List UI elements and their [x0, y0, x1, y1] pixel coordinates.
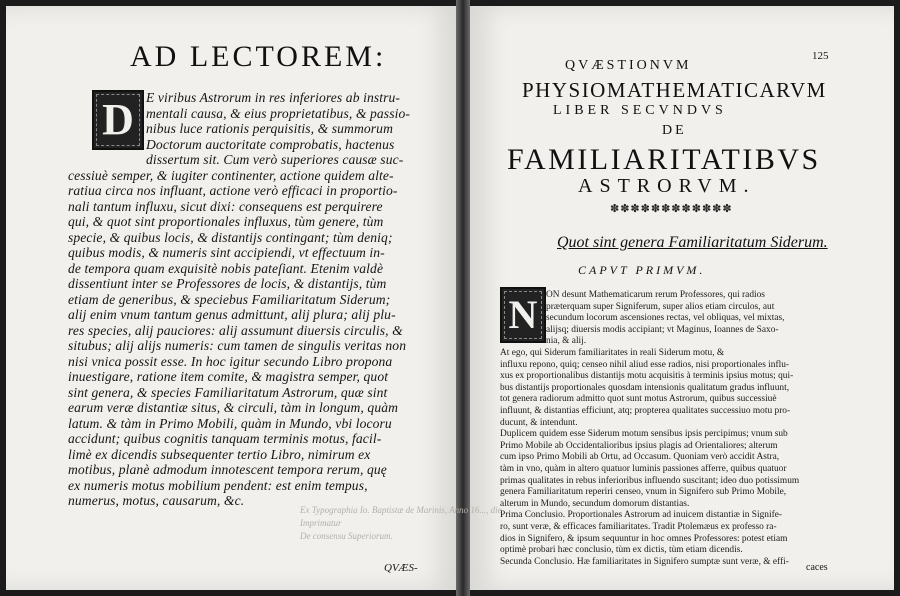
heading-line: FAMILIARITATIBVS [507, 143, 821, 176]
text-line: influunt, & distantias efficiunt, atq; propterea qualitates successiuo motu pro- [500, 406, 791, 416]
text-line: alij enim vnum tantum genus admittunt, alij plura; alij plu- [68, 307, 396, 322]
heading-line: QVÆSTIONVM [565, 58, 692, 73]
page-number: 125 [812, 50, 829, 62]
text-line: dissentiunt inter se Professores de locis, & distantijs, tùm [68, 276, 387, 291]
text-line: ON desunt Mathematicarum rerum Professores, qui radios [546, 290, 765, 300]
heading-line: ASTRORVM. [578, 175, 756, 197]
text-line: optimè probari hæc conclusio, tùm ex dictis, tùm etiam dicendis. [500, 545, 743, 556]
text-line: dios in Signifero, & ipsum sequuntur in hoc omnes Professores: potest etiam [500, 533, 788, 544]
text-line: mentali causa, & eius proprietatibus, & passio- [146, 105, 410, 121]
text-line: Doctorum auctoritate comprobatis, hactenus [146, 136, 395, 152]
text-line: dissertum sit. Cum verò superiores causæ suc- [146, 152, 404, 167]
text-line: inuestigare, ratione item comite, & magistra semper, quot [68, 369, 389, 384]
text-line: E viribus Astrorum in res inferiores ab instru- [146, 90, 401, 105]
text-line: etiam de generibus, & speciebus Familiaritatum Siderum; [68, 291, 391, 307]
text-line: cum ipso Primo Mobili ab Ortu, ad Occasum. Quoniam verò accidit Astra, [500, 452, 780, 463]
text-line: numerus, motus, causarum, &c. [68, 493, 245, 508]
text-line: Duplicem quidem esse Siderum motum sensibus ipsis percipimus; vnum sub [500, 429, 788, 440]
text-line: tàm in vno, quàm in altero quatuor luminis passiones afferre, quibus quatuor [500, 464, 787, 474]
text-line: Primo Mobile ab Occidentalioribus ipsius plagis ad Orientaliores; alterum [500, 440, 778, 451]
chapter-title: Quot sint genera Familiaritatum Siderum. [557, 234, 828, 251]
chapter-number: CAPVT PRIMVM. [578, 263, 706, 277]
left-page-title: AD LECTOREM: [130, 40, 387, 73]
text-line: nali tantum influxu, sicut dixi: consequens est perquirere [68, 198, 383, 214]
heading-line: PHYSIOMATHEMATICARVM [522, 78, 827, 102]
text-line: bus distantijs proportionales quosdam intensionis qualitatum gradus influunt, [500, 382, 790, 393]
text-line: res species, alij pauciores: alij assumunt diuersis circulis, & [68, 322, 403, 338]
ornamental-initial-d: D [92, 90, 144, 150]
text-line: latum. & tàm in Primo Mobili, quàm in Mundo, vbi locoru [68, 415, 392, 431]
text-line: nibus luce rationis perquisitis, & summorum [146, 121, 393, 136]
text-line: ro, sunt veræ, & efficaces familiaritates. Tradit Ptolemæus ex professo ra- [500, 522, 777, 532]
text-line: nia, & alij. [546, 336, 587, 347]
ornament-band: ✽✽✽✽✽✽✽✽✽✽✽✽ [610, 202, 733, 215]
faint-line: Ex Typographia Io. Baptistæ de Marinis, Anno 16..., die [300, 505, 502, 515]
faint-line: Imprimatur [300, 518, 342, 528]
text-line: secundum locorum ascensiones rectas, vel obliquas, vel mixtas, [546, 313, 785, 324]
text-line: præterquam super Signiferum, super alios etiam circulos, aut [546, 301, 775, 312]
text-line: accidunt; quibus cognitis tanquam terminis motus, facil- [68, 431, 382, 446]
text-line: situbus; alij alijs numeris: cum tamen de singulis veritas non [68, 338, 407, 353]
text-line: nisi vnica possit esse. In hoc igitur secundo Libro propona [68, 353, 393, 369]
text-line: sint genera, & species Familiaritatum Astrorum, quæ sint [68, 384, 388, 400]
heading-line: DE [662, 123, 687, 138]
left-catchword: QVÆS- [384, 562, 418, 574]
text-line: cessiuè semper, & iugiter continenter, actione quidem alte- [68, 167, 394, 183]
text-line: specie, & quibus locis, & distantijs contingant; tùm deniq; [68, 229, 393, 245]
text-line: motibus, planè admodum innotescent tempora rerum, quę [68, 462, 387, 477]
text-line: Secunda Conclusio. Hæ familiaritates in Signifero sumptæ sunt veræ, & effi- [500, 556, 789, 567]
text-line: influxu repono, quiq; censeo nihil aliud esse radios, nisi proportionales influ- [500, 359, 790, 370]
right-catchword: caces [806, 562, 828, 573]
text-line: de tempora quam exquisitè nobis pateſiant. Etenim valdè [68, 260, 384, 276]
heading-line: LIBER SECVNDVS [553, 103, 727, 118]
faint-line: De consensu Superiorum. [300, 531, 393, 541]
text-line: quibus modis, & numeris sint accipiendi, vt effectuum in- [68, 245, 385, 260]
text-line: tot genera radiorum admitto quot sunt motus Astrorum, quibus successiuè [500, 394, 777, 405]
text-line: primas qualitates in rebus inferioribus influendo suscitant; ideo duo potissimum [500, 475, 800, 486]
ornamental-initial-n: N [500, 287, 546, 343]
text-line: Prima Conclusio. Proportionales Astrorum ad inuicem distantiæ in Signife- [500, 510, 783, 521]
text-line: limè ex dicendis subsequenter tertio Libro, nimirum ex [68, 446, 371, 462]
text-line: alijsq; diuersis modis accipiant; vt Maginus, Ioannes de Saxo- [546, 324, 779, 335]
text-line: ex numeris motus mobilium pendent: est enim tempus, [68, 477, 368, 493]
text-line: ducunt, & intendunt. [500, 417, 578, 428]
text-line: xus ex proportionalibus distantijs motu acquisitis à terminis ipsius motus; qui- [500, 371, 794, 382]
text-line: alterum in Mundo, secundum domorum distantias. [500, 498, 690, 509]
text-line: qui, & quot sint proportionales influxus, tùm genere, tùm [68, 214, 384, 229]
text-line: ratiua circa nos influant, actione verò efficaci in proportio- [68, 183, 398, 198]
faint-bleedthrough-text [300, 504, 502, 543]
text-line: genera Familiaritatum reperiri censeo, vnum in Signifero sub Primo Mobile, [500, 487, 787, 498]
text-line: earum veræ distantiæ situs, & circuli, tàm in longum, quàm [68, 400, 399, 415]
text-line: At ego, qui Siderum familiaritates in reali Siderum motu, & [500, 348, 725, 358]
